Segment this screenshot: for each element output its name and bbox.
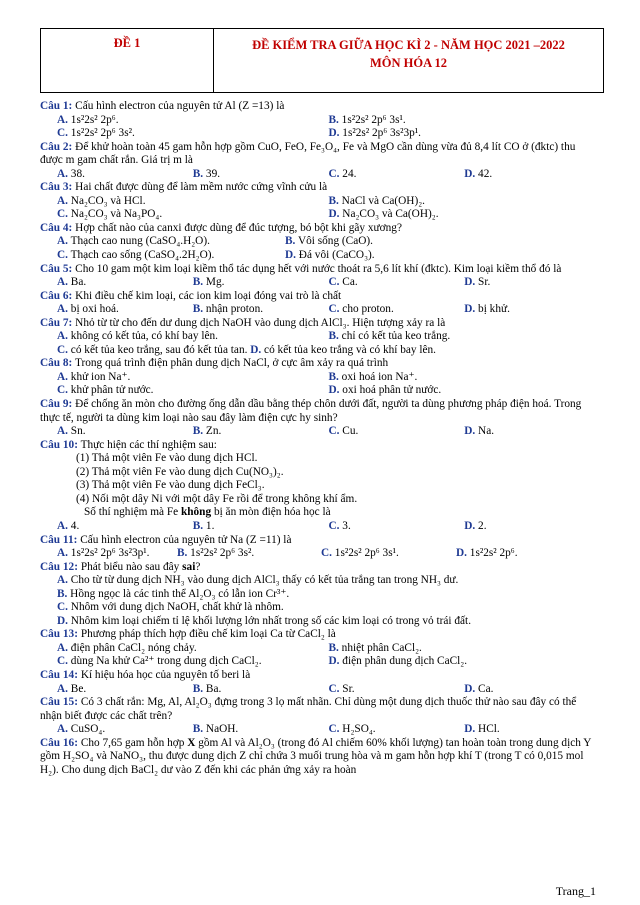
- option-letter: C.: [321, 547, 332, 560]
- exam-header: [40, 28, 604, 93]
- question-6-options: A. bị oxi hoá. B. nhận proton. C. cho proton. D. bị khử.: [57, 303, 510, 316]
- option-letter: D.: [464, 723, 476, 736]
- question-11: Câu 11: Cấu hình electron của nguyên tử Na (Z =11) là: [40, 533, 292, 546]
- option-letter: C.: [57, 127, 68, 140]
- question-2-options: A. 38. B. 39. C. 24. D. 42.: [57, 167, 493, 180]
- option-letter: B.: [328, 370, 339, 383]
- option-letter: A.: [57, 370, 68, 383]
- question-15-options: A. CuSO₄. B. NaOH. C. H₂SO₄. D. HCl.: [57, 723, 500, 736]
- option-letter: C.: [57, 249, 68, 262]
- question-12-option: A. Cho từ từ dung dịch NH₃ vào dung dịch AlCl₃ thấy có kết tủa trắng tan trong NH₃ dư.: [57, 574, 459, 587]
- option-letter: A.: [57, 235, 68, 248]
- question-8: Câu 8: Trong quá trình điện phân dung dịch NaCl, ở cực âm xảy ra quá trình: [40, 357, 389, 370]
- question-10: Câu 10: Thực hiện các thí nghiệm sau:: [40, 438, 217, 451]
- option-letter: D.: [285, 249, 296, 262]
- option-letter: D.: [464, 519, 476, 532]
- option-letter: D.: [328, 384, 340, 397]
- option-letter: A.: [57, 113, 68, 126]
- option-letter: C.: [328, 723, 340, 736]
- option-letter: B.: [192, 425, 204, 438]
- option-letter: D.: [250, 343, 262, 356]
- question-10-item: (2) Thả một viên Fe vào dung dịch Cu(NO₃)₂.: [76, 465, 284, 478]
- question-2: Câu 2: Để khử hoàn toàn 45 gam hỗn hợp gồm CuO, FeO, Fe₃O₄, Fe và MgO cần dùng vừa đủ 8,4 lít CO ở (đktc) thu được m gam chất rắn. Giá trị m là: [40, 140, 576, 167]
- option-letter: A.: [57, 547, 68, 560]
- option-letter: C.: [57, 601, 68, 614]
- option-letter: A.: [57, 425, 68, 438]
- option-letter: B.: [57, 587, 68, 600]
- option-letter: D.: [464, 303, 476, 316]
- question-12-option: D. Nhôm kim loại chiếm tỉ lệ khối lượng lớn nhất trong số các kim loại có trong vỏ trái đất.: [57, 614, 472, 627]
- option-letter: C.: [328, 425, 340, 438]
- question-7: Câu 7: Nhỏ từ từ cho đến dư dung dịch NaOH vào dung dịch AlCl₃. Hiện tượng xảy ra là: [40, 316, 446, 329]
- question-10-item: (4) Nối một dây Ni với một dây Fe rồi để trong không khí ẩm.: [76, 492, 358, 505]
- question-13-options: A. điện phân CaCl₂ nóng chảy. B. nhiệt phân CaCl₂.: [57, 641, 422, 654]
- option-letter: B.: [328, 113, 339, 126]
- question-4-options: A. Thạch cao nung (CaSO₄.H₂O). B. Vôi sống (CaO).: [57, 235, 373, 248]
- question-12-option: B. Hồng ngọc là các tinh thể Al₂O₃ có lẫn ion Cr³⁺.: [57, 587, 290, 600]
- option-letter: C.: [57, 655, 68, 668]
- question-13: Câu 13: Phương pháp thích hợp điều chế kim loại Ca từ CaCl₂ là: [40, 628, 336, 641]
- option-letter: A.: [57, 303, 68, 316]
- option-letter: A.: [57, 276, 68, 289]
- option-letter: A.: [57, 574, 68, 587]
- question-10-item: (1) Thả một viên Fe vào dung dịch HCl.: [76, 452, 258, 465]
- exam-code: ĐỀ 1: [41, 29, 214, 92]
- question-14-options: A. Be. B. Ba. C. Sr. D. Ca.: [57, 682, 494, 695]
- option-letter: C.: [328, 682, 340, 695]
- option-letter: D.: [57, 614, 68, 627]
- question-7-options: A. không có kết tủa, có khí bay lên. B. chỉ có kết tủa keo trắng.: [57, 330, 451, 343]
- option-letter: B.: [285, 235, 296, 248]
- question-12-option: C. Nhôm với dung dịch NaOH, chất khử là nhôm.: [57, 601, 284, 614]
- option-letter: B.: [192, 519, 204, 532]
- question-15: Câu 15: Có 3 chất rắn: Mg, Al, Al₂O₃ đựng trong 3 lọ mất nhãn. Chỉ dùng một dung dịch thuốc thử nào sau đây có thể nhận biết được các chất trên?: [40, 696, 577, 722]
- option-letter: D.: [328, 127, 340, 140]
- question-9-options: A. Sn. B. Zn. C. Cu. D. Na.: [57, 425, 495, 438]
- option-letter: C.: [328, 167, 340, 180]
- exam-title-block: [214, 29, 603, 92]
- option-letter: C.: [57, 384, 68, 397]
- option-letter: C.: [328, 519, 340, 532]
- option-letter: B.: [328, 330, 339, 343]
- option-letter: B.: [328, 641, 339, 654]
- option-letter: D.: [328, 208, 340, 221]
- question-list: Câu 1: Cấu hình electron của nguyên tử Al (Z =13) là A. 1s²2s² 2p⁶. B. 1s²2s² 2p⁶ 3s¹. C. 1s²2s² 2p⁶ 3s². D. 1s²2s² 2p⁶ 3s²3p¹. Câu 2: Để khử hoàn toàn 45 gam hỗn hợp gồm CuO, FeO, Fe₃O₄, Fe và MgO cần dùng vừa đủ 8,4 lít CO ở (đktc) thu được m gam chất rắn. Giá trị m là A. 38. B. 39. C. 24. D. 42. Câu 3: Hai chất được dùng để làm mềm nước cứng vĩnh cửu là A. Na₂CO₃ và HCl. B. NaCl và Ca(OH)₂. C. Na₂CO₃ và Na₃PO₄. D. Na₂CO₃ và Ca(OH)₂. Câu 4: Hợp chất nào của canxi được dùng để đúc tượng, bó bột khi gãy xương? A. Thạch cao nung (CaSO₄.H₂O). B. Vôi sống (CaO). C. Thạch cao sống (CaSO₄.2H₂O). D. Đá vôi (CaCO₃). Câu 5: Cho 10 gam một kim loại kiềm thổ tác dụng hết với nước thoát ra 5,6 lít khí (đktc). Kim loại kiềm thổ đó là A. Ba. B. Mg. C. Ca. D. Sr. Câu 6: Khi điều chế kim loại, các ion kim loại đóng vai trò là chất A. bị oxi hoá. B. nhận proton. C. cho proton. D. bị khử. Câu 7: Nhỏ từ từ cho đến dư dung dịch NaOH vào dung dịch AlCl₃. Hiện tượng xảy ra là A. không có kết tủa, có khí bay lên. B. chỉ có kết tủa keo trắng. C. có kết tủa keo trắng, sau đó kết tủa tan. D. có kết tủa keo trắng và có khí bay lên. Câu 8: Trong quá trình điện phân dung dịch NaCl, ở cực âm xảy ra quá trình A. khử ion Na⁺. B. oxi hoá ion Na⁺. C. khử phân tử nước. D. oxi hoá phân tử nước. Câu 9: Để chống ăn mòn cho đường ống dẫn dầu bằng thép chôn dưới đất, người ta dùng phương pháp điện hoá. Trong thực tế, người ta dùng kim loại nào sau đây làm điện cực hy sinh? A. Sn. B. Zn. C. Cu. D. Na. Câu 10: Thực hiện các thí nghiệm sau: (1) Thả một viên Fe vào dung dịch HCl. (2) Thả một viên Fe vào dung dịch Cu(NO₃)₂. (3) Thả một viên Fe vào dung dịch FeCl₃. (4) Nối một dây Ni với một dây Fe rồi để trong không khí ẩm. Số thí nghiệm mà Fe không bị ăn mòn điện hóa học là A. 4. B. 1. C. 3. D. 2. Câu 11: Cấu hình electron của nguyên tử Na (Z =11) là A. 1s²2s² 2p⁶ 3s²3p¹. B. 1s²2s² 2p⁶ 3s². C. 1s²2s² 2p⁶ 3s¹. D. 1s²2s² 2p⁶. Câu 12: Phát biểu nào sau đây sai? A. Cho từ từ dung dịch NH₃ vào dung dịch AlCl₃ thấy có kết tủa trắng tan trong NH₃ dư. B. Hồng ngọc là các tinh thể Al₂O₃ có lẫn ion Cr³⁺. C. Nhôm với dung dịch NaOH, chất khử là nhôm. D. Nhôm kim loại chiếm tỉ lệ khối lượng lớn nhất trong số các kim loại có trong vỏ trái đất. Câu 13: Phương pháp thích hợp điều chế kim loại Ca từ CaCl₂ là A. điện phân CaCl₂ nóng chảy. B. nhiệt phân CaCl₂. C. dùng Na khử Ca²⁺ trong dung dịch CaCl₂. D. điện phân dung dịch CaCl₂. Câu 14: Kí hiệu hóa học của nguyên tố beri là A. Be. B. Ba. C. Sr. D. Ca. Câu 15: Có 3 chất rắn: Mg, Al, Al₂O₃ đựng trong 3 lọ mất nhãn. Chỉ dùng một dung dịch thuốc thử nào sau đây có thể nhận biết được các chất trên? A. CuSO₄. B. NaOH. C. H₂SO₄. D. HCl. Câu 16: Cho 7,65 gam hỗn hợp X gồm Al và Al₂O₃ (trong đó Al chiếm 60% khối lượng) tan hoàn toàn trong dung dịch Y gồm H₂SO₄ và NaNO₃, thu được dung dịch Z chỉ chứa 3 muối trung hòa và m gam hỗn hợp khí T (trong T có 0,015 mol H₂). Cho dung dịch BaCl₂ dư vào Z đến khi các phản ứng xảy ra hoàn: [40, 100, 600, 777]
- option-letter: C.: [328, 303, 340, 316]
- option-letter: B.: [192, 723, 204, 736]
- option-letter: D.: [464, 167, 476, 180]
- option-letter: A.: [57, 167, 68, 180]
- question-16: Câu 16: Cho 7,65 gam hỗn hợp X gồm Al và Al₂O₃ (trong đó Al chiếm 60% khối lượng) tan hoàn toàn trong dung dịch Y gồm H₂SO₄ và NaNO₃, thu được dung dịch Z chỉ chứa 3 muối trung hòa và m gam hỗn hợp khí T (trong T có 0,015 mol H₂). Cho dung dịch BaCl₂ dư vào Z đến khi các phản ứng xảy ra hoàn: [40, 736, 592, 776]
- page-number: Trang_1: [555, 884, 596, 898]
- option-letter: A.: [57, 330, 68, 343]
- question-5-options: A. Ba. B. Mg. C. Ca. D. Sr.: [57, 276, 491, 289]
- option-letter: D.: [328, 655, 340, 668]
- question-1-options: A. 1s²2s² 2p⁶. B. 1s²2s² 2p⁶ 3s¹.: [57, 113, 406, 126]
- option-letter: B.: [192, 167, 204, 180]
- option-letter: C.: [328, 276, 340, 289]
- question-5: Câu 5: Cho 10 gam một kim loại kiềm thổ tác dụng hết với nước thoát ra 5,6 lít khí (đktc). Kim loại kiềm thổ đó là: [40, 262, 562, 275]
- option-letter: D.: [464, 682, 476, 695]
- question-8-options: A. khử ion Na⁺. B. oxi hoá ion Na⁺.: [57, 370, 418, 383]
- question-1: Câu 1: Cấu hình electron của nguyên tử Al (Z =13) là: [40, 100, 285, 112]
- question-3: Câu 3: Hai chất được dùng để làm mềm nước cứng vĩnh cửu là: [40, 181, 328, 194]
- option-letter: A.: [57, 194, 68, 207]
- option-letter: A.: [57, 641, 68, 654]
- question-10-options: A. 4. B. 1. C. 3. D. 2.: [57, 519, 487, 532]
- question-4: Câu 4: Hợp chất nào của canxi được dùng để đúc tượng, bó bột khi gãy xương?: [40, 221, 402, 234]
- option-letter: B.: [192, 303, 204, 316]
- option-letter: A.: [57, 723, 68, 736]
- option-letter: C.: [57, 208, 68, 221]
- question-6: Câu 6: Khi điều chế kim loại, các ion kim loại đóng vai trò là chất: [40, 289, 342, 302]
- option-letter: B.: [328, 194, 339, 207]
- question-9: Câu 9: Để chống ăn mòn cho đường ống dẫn dầu bằng thép chôn dưới đất, người ta dùng phương pháp điện hoá. Trong thực tế, người ta dùng kim loại nào sau đây làm điện cực hy sinh?: [40, 398, 582, 424]
- exam-title: ĐỀ KIỂM TRA GIỮA HỌC KÌ 2 - NĂM HỌC 2021 –2022: [252, 38, 565, 52]
- option-letter: D.: [464, 276, 476, 289]
- option-letter: C.: [57, 343, 68, 356]
- question-12: Câu 12: Phát biểu nào sau đây sai?: [40, 560, 201, 573]
- option-letter: B.: [192, 682, 204, 695]
- option-letter: B.: [192, 276, 204, 289]
- option-letter: B.: [177, 547, 188, 560]
- question-11-options: A. 1s²2s² 2p⁶ 3s²3p¹. B. 1s²2s² 2p⁶ 3s². C. 1s²2s² 2p⁶ 3s¹. D. 1s²2s² 2p⁶.: [57, 547, 518, 560]
- option-letter: A.: [57, 682, 68, 695]
- question-10-item: (3) Thả một viên Fe vào dung dịch FeCl₃.: [76, 479, 265, 492]
- question-10-stem: Số thí nghiệm mà Fe không bị ăn mòn điện hóa học là: [84, 506, 331, 519]
- option-letter: D.: [464, 425, 476, 438]
- exam-subject: MÔN HÓA 12: [369, 56, 448, 70]
- question-14: Câu 14: Kí hiệu hóa học của nguyên tố beri là: [40, 668, 251, 681]
- option-letter: A.: [57, 519, 68, 532]
- option-letter: D.: [456, 547, 467, 560]
- question-3-options: A. Na₂CO₃ và HCl. B. NaCl và Ca(OH)₂.: [57, 194, 425, 207]
